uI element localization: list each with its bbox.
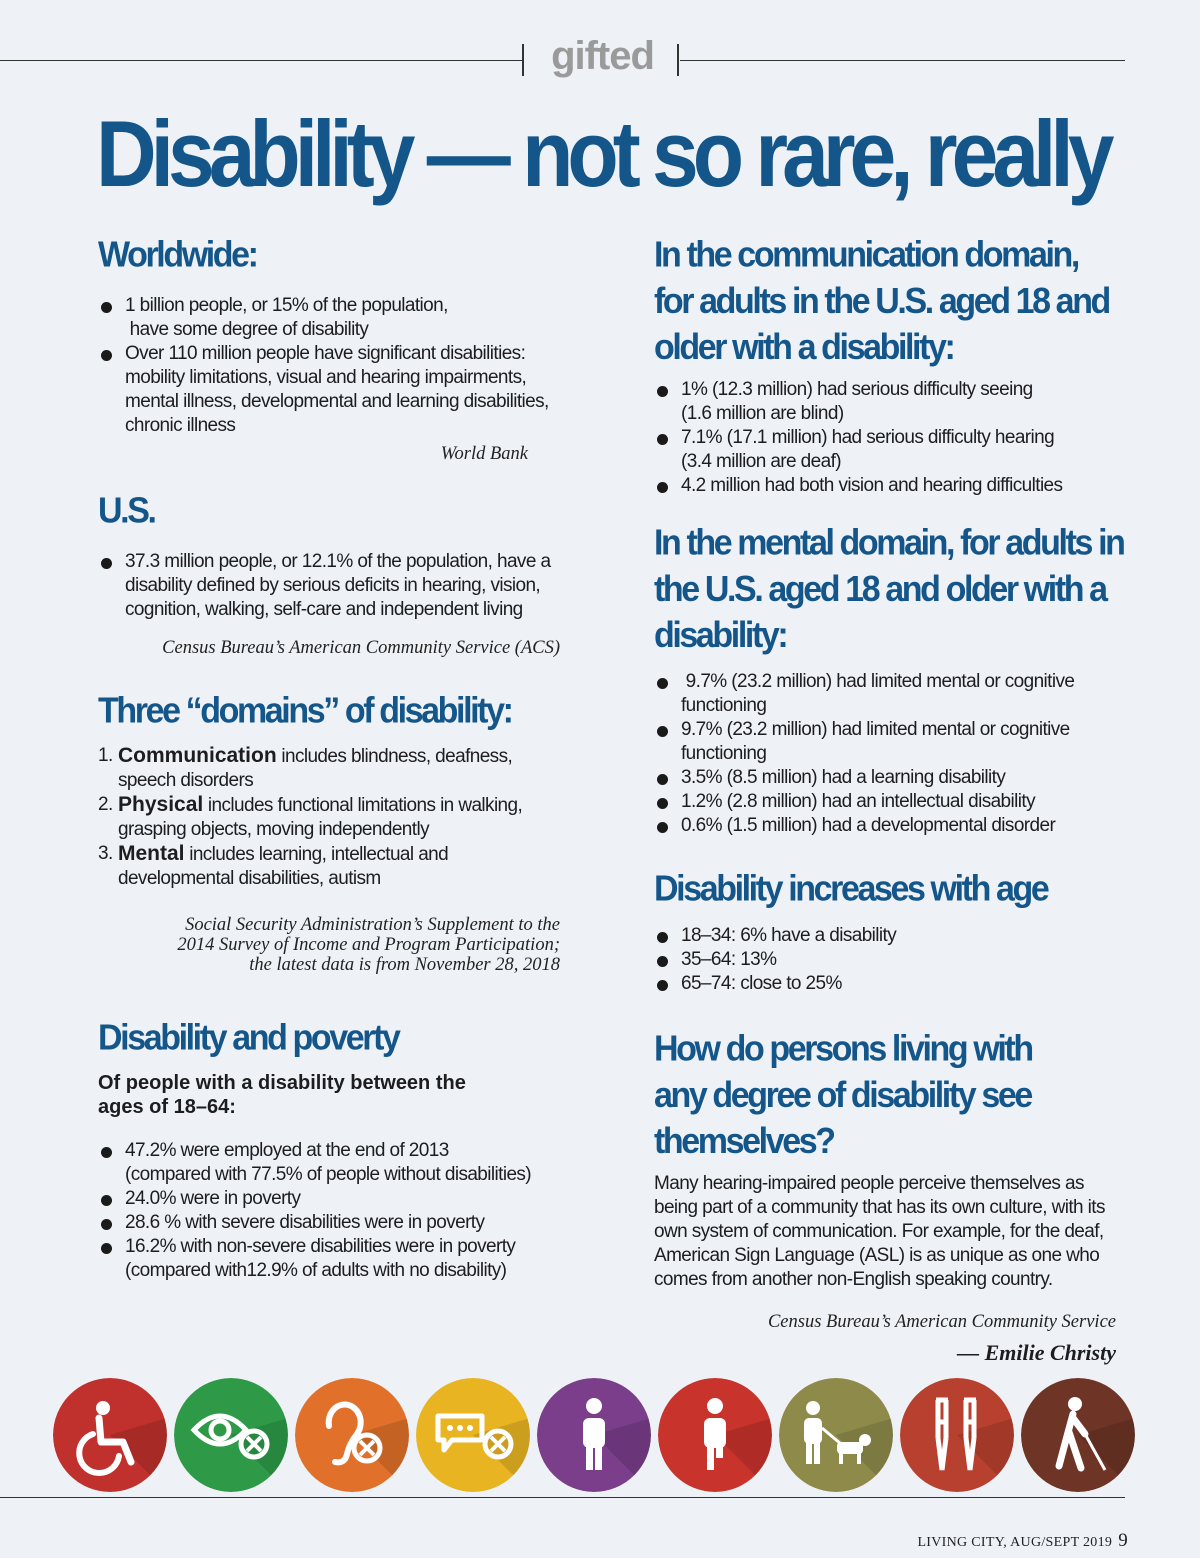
list-item: 1% (12.3 million) had serious difficulty seeing (1.6 million are blind)	[654, 378, 1124, 426]
list-item: 28.6 % with severe disabilities were in poverty	[98, 1211, 568, 1235]
footer-rule	[0, 1497, 1125, 1498]
guide-dog-icon	[779, 1378, 893, 1492]
list-item: 1 billion people, or 15% of the population, have some degree of disability	[98, 294, 568, 342]
list-item: 24.0% were in poverty	[98, 1187, 568, 1211]
list-item: 9.7% (23.2 million) had limited mental or cognitive functioning	[654, 670, 1124, 718]
header-tick-left	[522, 44, 524, 76]
us-source: Census Bureau’s American Community Service (ACS)	[162, 638, 560, 658]
eye-crossed-icon	[174, 1378, 288, 1492]
list-item: 18–34: 6% have a disability	[654, 924, 1124, 948]
list-item: 0.6% (1.5 million) had a developmental disorder	[654, 814, 1124, 838]
worldwide-source: World Bank	[440, 444, 528, 464]
age-list	[654, 924, 1124, 996]
mental-heading: In the mental domain, for adults in the U.S. aged 18 and older with a disability:	[654, 523, 1124, 656]
ear-crossed-icon	[295, 1378, 409, 1492]
domains-list	[98, 744, 568, 891]
domains-heading: Three “domains” of disability:	[98, 691, 512, 732]
poverty-subhead: Of people with a disability between the ages of 18–64:	[98, 1072, 466, 1118]
list-item: 35–64: 13%	[654, 948, 1124, 972]
list-item: 1. Communication includes blindness, deafness, speech disorders	[98, 744, 513, 791]
self-view-heading: How do persons living with any degree of disability see themselves?	[654, 1029, 1032, 1162]
right-column	[654, 232, 1124, 1366]
list-item: 3.5% (8.5 million) had a learning disability	[654, 766, 1124, 790]
communication-list	[654, 378, 1124, 498]
list-item: 4.2 million had both vision and hearing difficulties	[654, 474, 1124, 498]
disability-icon-row	[53, 1378, 1133, 1494]
page-title: Disability — not so rare, really	[96, 101, 1109, 207]
footer	[917, 1530, 1128, 1552]
communication-heading: In the communication domain, for adults in the U.S. aged 18 and older with a disability:	[654, 235, 1109, 368]
self-view-paragraph: Many hearing-impaired people perceive themselves as being part of a community that has its own culture, with its own system of communication. For example, for the deaf, American Sign Language (ASL) is as unique as one who comes from another non-English speaking country.	[654, 1173, 1105, 1290]
list-item: 16.2% with non-severe disabilities were in poverty (compared with12.9% of adults with no disability)	[98, 1235, 568, 1283]
poverty-heading: Disability and poverty	[98, 1018, 399, 1059]
list-item: 47.2% were employed at the end of 2013 (compared with 77.5% of people without disabilities)	[98, 1139, 568, 1187]
us-list	[98, 550, 568, 622]
blind-cane-icon	[1021, 1378, 1135, 1492]
list-item: 3. Mental includes learning, intellectual and developmental disabilities, autism	[98, 842, 449, 889]
person-leg-icon	[658, 1378, 772, 1492]
worldwide-heading: Worldwide:	[98, 235, 257, 276]
page-number: 9	[1118, 1530, 1128, 1551]
header-rule-left	[0, 60, 522, 61]
person-icon	[537, 1378, 651, 1492]
crutches-icon	[900, 1378, 1014, 1492]
list-item: 7.1% (17.1 million) had serious difficulty hearing (3.4 million are deaf)	[654, 426, 1124, 474]
header-tick-right	[677, 44, 679, 76]
publication-name: LIVING CITY, AUG/SEPT 2019	[917, 1535, 1113, 1550]
byline: — Emilie Christy	[957, 1340, 1116, 1365]
worldwide-list	[98, 294, 568, 438]
age-heading: Disability increases with age	[654, 869, 1048, 910]
list-item: 37.3 million people, or 12.1% of the population, have a disability defined by serious deficits in hearing, vision, cognition, walking, self-care and independent living	[98, 550, 568, 622]
list-item: 1.2% (2.8 million) had an intellectual disability	[654, 790, 1124, 814]
header-rule-right	[680, 60, 1125, 61]
left-column	[98, 232, 568, 1283]
wheelchair-icon	[53, 1378, 167, 1492]
list-item: 2. Physical includes functional limitations in walking, grasping objects, moving independently	[98, 793, 523, 840]
list-item: Over 110 million people have significant disabilities: mobility limitations, visual and hearing impairments, mental illness, developmental and learning disabilities, chronic illness	[98, 342, 568, 438]
mental-list	[654, 670, 1124, 838]
domains-source: Social Security Administration’s Supplement to the 2014 Survey of Income and Program Participation; the latest data is from November 28, 2018	[177, 915, 560, 975]
self-view-source: Census Bureau’s American Community Service	[767, 1312, 1116, 1332]
list-item: 9.7% (23.2 million) had limited mental or cognitive functioning	[654, 718, 1124, 766]
us-heading: U.S.	[98, 491, 155, 532]
list-item: 65–74: close to 25%	[654, 972, 1124, 996]
speech-crossed-icon	[416, 1378, 530, 1492]
poverty-list	[98, 1139, 568, 1283]
section-tag: gifted	[551, 34, 654, 78]
